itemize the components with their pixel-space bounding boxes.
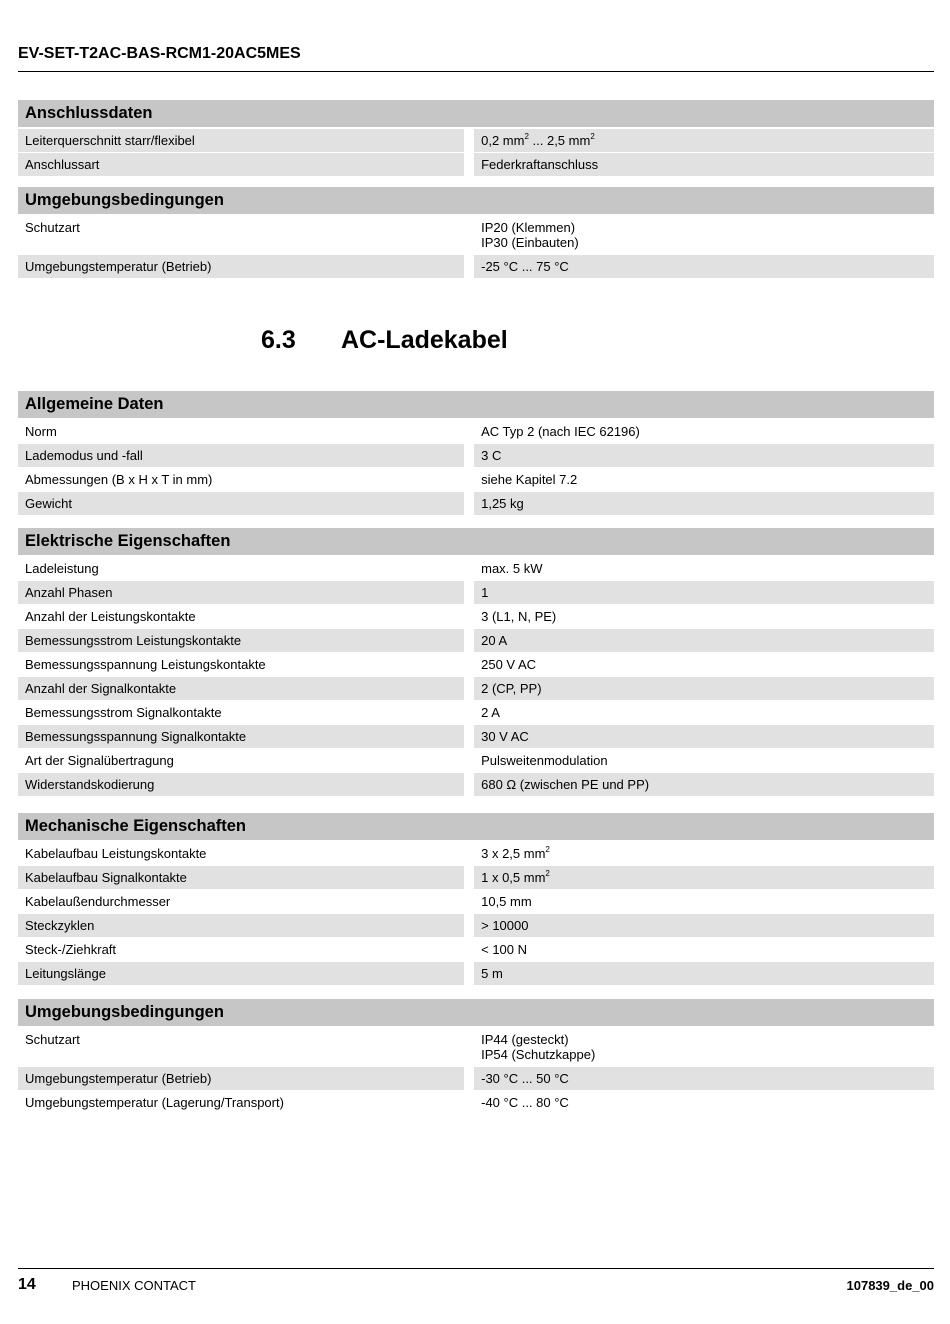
row-value: Federkraftanschluss xyxy=(474,153,934,176)
section-title: Allgemeine Daten xyxy=(18,391,934,418)
row-label: Norm xyxy=(25,424,57,439)
row-label: Gewicht xyxy=(18,492,464,515)
table-row xyxy=(18,842,934,865)
table-row xyxy=(18,420,934,443)
document-number: 107839_de_00 xyxy=(846,1278,934,1293)
section-umgebungsbedingungen-kabel xyxy=(18,999,934,1115)
row-value: 5 m xyxy=(474,962,934,985)
row-label: Kabelaufbau Leistungskontakte xyxy=(25,846,207,861)
table-row xyxy=(18,444,934,467)
row-label: Bemessungsspannung Leistungskontakte xyxy=(25,657,266,672)
row-label: Leiterquerschnitt starr/flexibel xyxy=(18,129,464,152)
section-title: Mechanische Eigenschaften xyxy=(18,813,934,840)
row-label: Anzahl der Leistungskontakte xyxy=(25,609,196,624)
row-value: 3 (L1, N, PE) xyxy=(481,609,557,624)
row-value: 2 (CP, PP) xyxy=(474,677,934,700)
section-allgemeine-daten xyxy=(18,391,934,516)
section-title: Elektrische Eigenschaften xyxy=(18,528,934,555)
table-row xyxy=(18,605,934,628)
row-label: Anschlussart xyxy=(18,153,464,176)
table-row xyxy=(18,890,934,913)
row-label: Schutzart xyxy=(25,1032,80,1047)
row-value: IP20 (Klemmen) IP30 (Einbauten) xyxy=(481,220,579,250)
row-value: 3 C xyxy=(474,444,934,467)
chapter-heading xyxy=(261,326,508,355)
table-row xyxy=(18,677,934,700)
table-row xyxy=(18,938,934,961)
row-label: Steckzyklen xyxy=(18,914,464,937)
page-number: 14 xyxy=(18,1276,36,1293)
chapter-number: 6.3 xyxy=(261,326,296,354)
row-label: Lademodus und -fall xyxy=(18,444,464,467)
row-value: 1,25 kg xyxy=(474,492,934,515)
section-title: Umgebungsbedingungen xyxy=(18,187,934,214)
table-row xyxy=(18,773,934,796)
row-value: 1 xyxy=(474,581,934,604)
row-label: Anzahl der Signalkontakte xyxy=(18,677,464,700)
table-row xyxy=(18,629,934,652)
row-label: Leitungslänge xyxy=(18,962,464,985)
row-label: Widerstandskodierung xyxy=(18,773,464,796)
row-value: 680 Ω (zwischen PE und PP) xyxy=(474,773,934,796)
row-label: Kabelaußendurchmesser xyxy=(25,894,171,909)
chapter-title: AC-Ladekabel xyxy=(341,326,508,354)
row-value: 0,2 $mm^2$ ... 2,5 $mm^2$ xyxy=(474,129,934,152)
row-value: -30 °C ... 50 °C xyxy=(474,1067,934,1090)
row-label: Ladeleistung xyxy=(25,561,99,576)
table-row xyxy=(18,492,934,515)
section-mechanische-eigenschaften xyxy=(18,813,934,986)
row-value: Pulsweitenmodulation xyxy=(481,753,608,768)
table-row xyxy=(18,914,934,937)
row-value: siehe Kapitel 7.2 xyxy=(481,472,578,487)
row-value: > 10000 xyxy=(474,914,934,937)
row-value: AC Typ 2 (nach IEC 62196) xyxy=(481,424,640,439)
row-value: 2 A xyxy=(481,705,500,720)
row-value: 3 x 2,5 $mm^2$ xyxy=(481,844,550,861)
row-value: 250 V AC xyxy=(481,657,537,672)
row-value: max. 5 kW xyxy=(481,561,543,576)
table-row xyxy=(18,1067,934,1090)
table-row xyxy=(18,468,934,491)
row-label: Bemessungsspannung Signalkontakte xyxy=(18,725,464,748)
section-elektrische-eigenschaften xyxy=(18,528,934,797)
table-row xyxy=(18,1091,934,1114)
table-row xyxy=(18,581,934,604)
row-label: Kabelaufbau Signalkontakte xyxy=(18,866,464,889)
table-row xyxy=(18,653,934,676)
table-row xyxy=(18,962,934,985)
row-label: Umgebungstemperatur (Betrieb) xyxy=(18,1067,464,1090)
table-row xyxy=(18,255,934,278)
row-value: 30 V AC xyxy=(474,725,934,748)
table-row xyxy=(18,153,934,176)
table-row xyxy=(18,1028,934,1066)
row-label: Bemessungsstrom Signalkontakte xyxy=(25,705,222,720)
table-row xyxy=(18,557,934,580)
row-label: Bemessungsstrom Leistungskontakte xyxy=(18,629,464,652)
section-umgebungsbedingungen xyxy=(18,187,934,279)
table-row xyxy=(18,216,934,254)
row-value: 20 A xyxy=(474,629,934,652)
document-title: EV-SET-T2AC-BAS-RCM1-20AC5MES xyxy=(18,45,301,62)
row-label: Schutzart xyxy=(25,220,80,235)
section-title: Anschlussdaten xyxy=(18,100,934,127)
table-row xyxy=(18,749,934,772)
section-anschlussdaten xyxy=(18,100,934,177)
table-row xyxy=(18,725,934,748)
row-value: 1 x 0,5 $mm^2$ xyxy=(474,866,934,889)
section-title: Umgebungsbedingungen xyxy=(18,999,934,1026)
row-label: Anzahl Phasen xyxy=(18,581,464,604)
table-row xyxy=(18,129,934,152)
row-value: IP44 (gesteckt) IP54 (Schutzkappe) xyxy=(481,1032,596,1062)
row-label: Art der Signalübertragung xyxy=(25,753,174,768)
footer-rule xyxy=(18,1268,934,1269)
row-value: -25 °C ... 75 °C xyxy=(474,255,934,278)
row-value: 10,5 mm xyxy=(481,894,532,909)
table-row xyxy=(18,701,934,724)
table-row xyxy=(18,866,934,889)
row-label: Abmessungen (B x H x T in mm) xyxy=(25,472,213,487)
row-value: -40 °C ... 80 °C xyxy=(481,1095,569,1110)
row-label: Steck-/Ziehkraft xyxy=(25,942,117,957)
row-value: < 100 N xyxy=(481,942,528,957)
header-rule xyxy=(18,71,934,72)
row-label: Umgebungstemperatur (Betrieb) xyxy=(18,255,464,278)
row-label: Umgebungstemperatur (Lagerung/Transport) xyxy=(25,1095,284,1110)
company-name: PHOENIX CONTACT xyxy=(72,1278,196,1293)
